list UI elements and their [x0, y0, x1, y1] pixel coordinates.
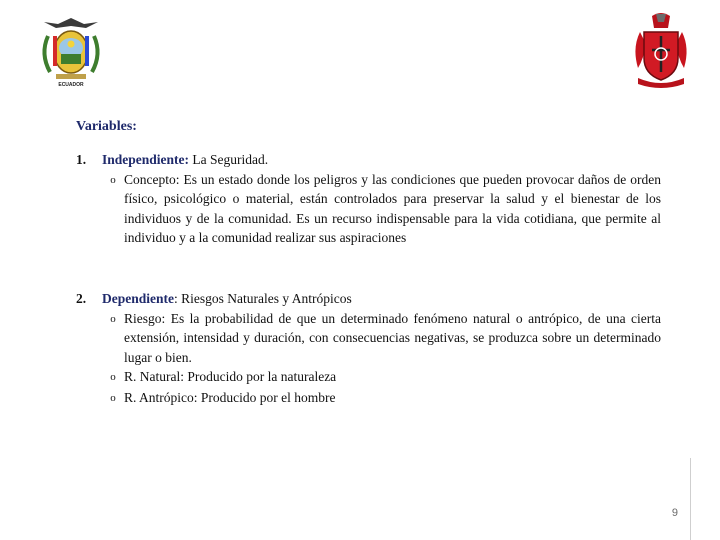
subitem-text: R. Natural: Producido por la naturaleza [124, 369, 337, 384]
item-heading [76, 150, 661, 170]
bullet-icon: o [110, 391, 116, 404]
bullet-icon: o [110, 173, 116, 186]
item-number: 2. [76, 291, 87, 306]
list-item [102, 170, 661, 248]
subitem-text: Concepto: Es un estado donde los peligros y las condiciones que pueden provocar daños de orden físico, psicológico o material, están controlados para preservar la salud y el bienestar de los individuos y de la comunidad. Es un recurso indispensable para la vida cotidiana, que permite al individuo y a la comunidad realizar sus aspiraciones [124, 171, 661, 245]
bullet-icon: o [110, 371, 116, 383]
page-number: 9 [671, 507, 678, 519]
ecuador-seal-logo [36, 14, 106, 90]
section-title: Variables: [76, 119, 137, 134]
item-keyword: Dependiente [102, 291, 174, 306]
list-item [102, 309, 661, 368]
seal-caption: ECUADOR [58, 82, 84, 88]
bullet-icon: o [110, 312, 116, 325]
list-item [102, 388, 661, 409]
subitem-text: R. Antrópico: Producido por el hombre [124, 389, 336, 405]
item-heading [76, 289, 661, 309]
ecuador-seal-icon [36, 14, 106, 90]
item-heading-text: : Riesgos Naturales y Antrópicos [174, 291, 352, 306]
item-heading-text: La Seguridad. [189, 152, 269, 167]
red-shield-logo [630, 10, 692, 90]
variable-item-1 [76, 150, 661, 248]
item-number: 1. [76, 152, 87, 167]
item-title [102, 150, 268, 170]
item-keyword: Independiente: [102, 152, 190, 167]
corner-divider [690, 458, 691, 540]
list-item [102, 367, 661, 388]
item-title [102, 289, 352, 309]
subitem-text: Riesgo: Es la probabilidad de que un determinado fenómeno natural o antrópico, de una cierta extensión, intensidad y duración, con consecuencias negativas, se produzca sobre un determinado lugar o bien. [124, 310, 661, 365]
variable-item-2 [76, 289, 661, 408]
red-shield-icon [630, 10, 692, 90]
